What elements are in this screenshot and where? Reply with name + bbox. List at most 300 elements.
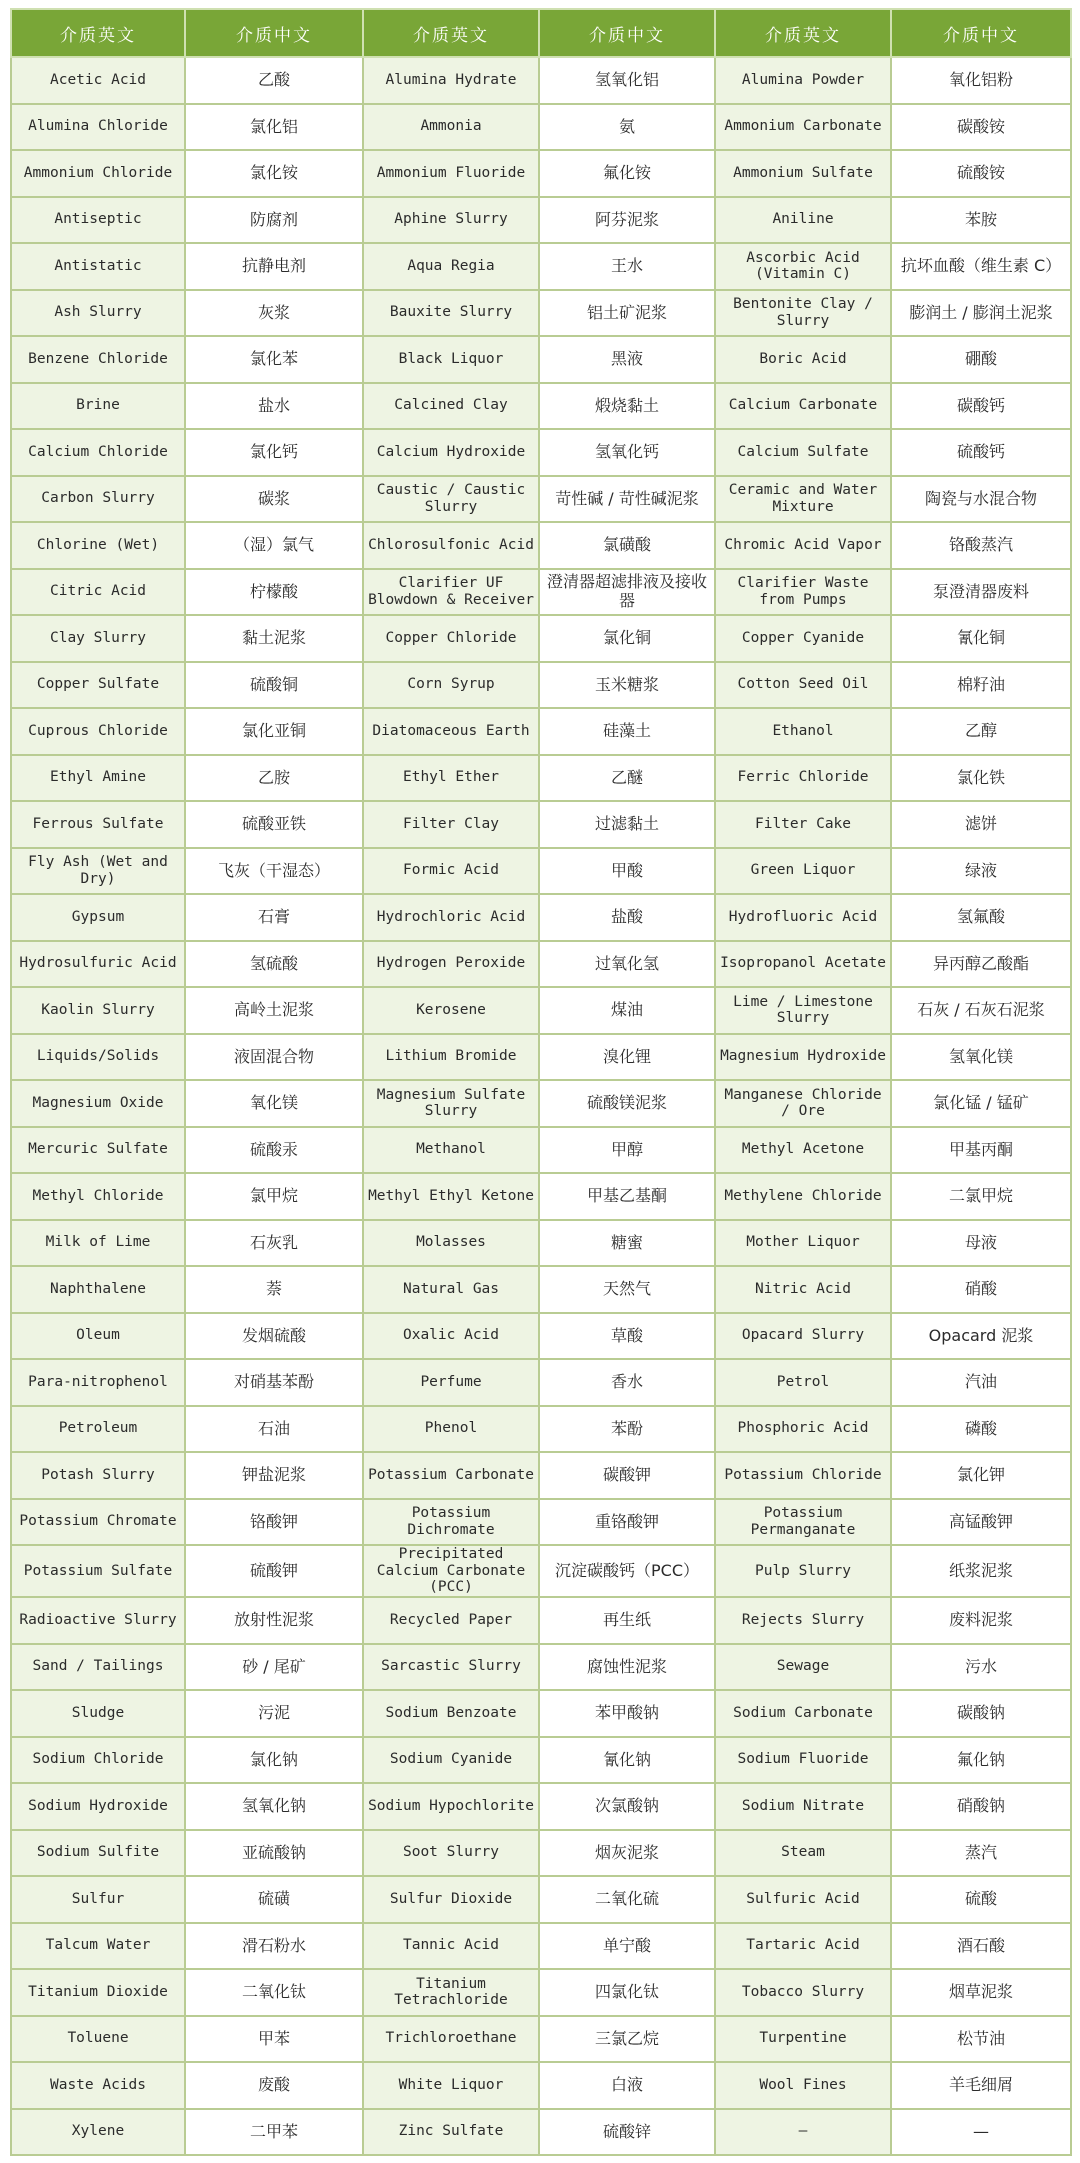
cell-english-name: Toluene (11, 2016, 185, 2063)
cell-english-name: Potash Slurry (11, 1452, 185, 1499)
cell-chinese-name: 王水 (539, 243, 715, 290)
header-row (11, 9, 1071, 57)
table-row (11, 243, 1071, 290)
cell-english-name: Copper Chloride (363, 615, 539, 662)
cell-chinese-name: 污水 (891, 1644, 1071, 1691)
cell-chinese-name: 放射性泥浆 (185, 1597, 363, 1644)
cell-english-name: Calcium Hydroxide (363, 429, 539, 476)
cell-chinese-name: 甲基丙酮 (891, 1127, 1071, 1174)
cell-english-name: Phosphoric Acid (715, 1406, 891, 1453)
cell-english-name: Wool Fines (715, 2062, 891, 2109)
cell-english-name: Antistatic (11, 243, 185, 290)
cell-chinese-name: 氧化铝粉 (891, 57, 1071, 104)
table-row (11, 1545, 1071, 1597)
cell-english-name: Chromic Acid Vapor (715, 522, 891, 569)
table-row (11, 1969, 1071, 2016)
cell-english-name: Phenol (363, 1406, 539, 1453)
cell-english-name: Sodium Benzoate (363, 1690, 539, 1737)
cell-chinese-name: 氢氧化钠 (185, 1783, 363, 1830)
cell-english-name: Potassium Dichromate (363, 1499, 539, 1546)
cell-english-name: Clay Slurry (11, 615, 185, 662)
table-row (11, 476, 1071, 523)
cell-english-name: Copper Sulfate (11, 662, 185, 709)
cell-english-name: Recycled Paper (363, 1597, 539, 1644)
table-row (11, 336, 1071, 383)
cell-english-name: Hydrosulfuric Acid (11, 941, 185, 988)
cell-english-name: Sulfur (11, 1876, 185, 1923)
cell-chinese-name: 硼酸 (891, 336, 1071, 383)
table-row (11, 615, 1071, 662)
cell-english-name: Molasses (363, 1220, 539, 1267)
cell-english-name: Ferric Chloride (715, 755, 891, 802)
cell-chinese-name: 苯酚 (539, 1406, 715, 1453)
cell-chinese-name: 次氯酸钠 (539, 1783, 715, 1830)
cell-english-name: Potassium Sulfate (11, 1545, 185, 1597)
cell-english-name: Kerosene (363, 987, 539, 1034)
cell-english-name: Sodium Sulfite (11, 1830, 185, 1877)
cell-chinese-name: 氯化亚铜 (185, 708, 363, 755)
table-row (11, 1173, 1071, 1220)
cell-chinese-name: 松节油 (891, 2016, 1071, 2063)
table-row (11, 2109, 1071, 2156)
cell-english-name: Methyl Ethyl Ketone (363, 1173, 539, 1220)
table-row (11, 662, 1071, 709)
cell-english-name: Bentonite Clay / Slurry (715, 290, 891, 337)
cell-english-name: Hydrochloric Acid (363, 894, 539, 941)
cell-english-name: Citric Acid (11, 569, 185, 616)
cell-english-name: Alumina Chloride (11, 104, 185, 151)
cell-chinese-name: 氯甲烷 (185, 1173, 363, 1220)
cell-english-name: Aqua Regia (363, 243, 539, 290)
cell-english-name: Black Liquor (363, 336, 539, 383)
cell-chinese-name: 盐水 (185, 383, 363, 430)
cell-chinese-name: 乙酸 (185, 57, 363, 104)
table-row (11, 1266, 1071, 1313)
cell-chinese-name: 石灰乳 (185, 1220, 363, 1267)
cell-chinese-name: 氯化铁 (891, 755, 1071, 802)
cell-chinese-name: 硫酸钙 (891, 429, 1071, 476)
cell-english-name: — (715, 2109, 891, 2156)
cell-english-name: Rejects Slurry (715, 1597, 891, 1644)
table-row (11, 1876, 1071, 1923)
cell-english-name: Ethyl Ether (363, 755, 539, 802)
cell-english-name: Tartaric Acid (715, 1923, 891, 1970)
cell-chinese-name: 废酸 (185, 2062, 363, 2109)
table-body (11, 57, 1071, 2155)
cell-chinese-name: 乙醇 (891, 708, 1071, 755)
cell-english-name: Para-nitrophenol (11, 1359, 185, 1406)
cell-english-name: Ceramic and Water Mixture (715, 476, 891, 523)
cell-chinese-name: 氯化钙 (185, 429, 363, 476)
cell-chinese-name: 白液 (539, 2062, 715, 2109)
cell-chinese-name: 母液 (891, 1220, 1071, 1267)
cell-english-name: Chlorine (Wet) (11, 522, 185, 569)
cell-english-name: Radioactive Slurry (11, 1597, 185, 1644)
cell-english-name: Carbon Slurry (11, 476, 185, 523)
table-row (11, 1830, 1071, 1877)
cell-english-name: Aphine Slurry (363, 197, 539, 244)
table-row (11, 569, 1071, 616)
cell-chinese-name: 氰化钠 (539, 1737, 715, 1784)
cell-english-name: Methyl Chloride (11, 1173, 185, 1220)
cell-chinese-name: 重铬酸钾 (539, 1499, 715, 1546)
cell-chinese-name: 膨润土 / 膨润土泥浆 (891, 290, 1071, 337)
table-row (11, 197, 1071, 244)
cell-chinese-name: 氧化镁 (185, 1080, 363, 1127)
table-row (11, 894, 1071, 941)
cell-english-name: White Liquor (363, 2062, 539, 2109)
cell-chinese-name: 亚硫酸钠 (185, 1830, 363, 1877)
cell-english-name: Titanium Dioxide (11, 1969, 185, 2016)
cell-chinese-name: 天然气 (539, 1266, 715, 1313)
cell-chinese-name: 黏土泥浆 (185, 615, 363, 662)
cell-english-name: Ash Slurry (11, 290, 185, 337)
cell-english-name: Calcium Carbonate (715, 383, 891, 430)
table-row (11, 987, 1071, 1034)
cell-english-name: Titanium Tetrachloride (363, 1969, 539, 2016)
cell-english-name: Sodium Hypochlorite (363, 1783, 539, 1830)
cell-chinese-name: 硫酸锌 (539, 2109, 715, 2156)
cell-chinese-name: 滤饼 (891, 801, 1071, 848)
table-row (11, 1690, 1071, 1737)
cell-english-name: Sludge (11, 1690, 185, 1737)
cell-chinese-name: 碳酸铵 (891, 104, 1071, 151)
cell-english-name: Petroleum (11, 1406, 185, 1453)
cell-english-name: Tannic Acid (363, 1923, 539, 1970)
header-chinese-1: 介质中文 (185, 9, 363, 57)
table-row (11, 1783, 1071, 1830)
cell-chinese-name: 酒石酸 (891, 1923, 1071, 1970)
cell-english-name: Diatomaceous Earth (363, 708, 539, 755)
cell-english-name: Precipitated Calcium Carbonate (PCC) (363, 1545, 539, 1597)
header-english-2: 介质英文 (363, 9, 539, 57)
cell-chinese-name: 碳酸钾 (539, 1452, 715, 1499)
cell-english-name: Magnesium Hydroxide (715, 1034, 891, 1081)
table-row (11, 1597, 1071, 1644)
cell-chinese-name: 煤油 (539, 987, 715, 1034)
table-row (11, 1127, 1071, 1174)
cell-chinese-name: 苯胺 (891, 197, 1071, 244)
cell-english-name: Methylene Chloride (715, 1173, 891, 1220)
header-english-3: 介质英文 (715, 9, 891, 57)
table-row (11, 708, 1071, 755)
table-row (11, 429, 1071, 476)
cell-english-name: Sewage (715, 1644, 891, 1691)
table-row (11, 1737, 1071, 1784)
table-row (11, 1034, 1071, 1081)
cell-english-name: Brine (11, 383, 185, 430)
cell-english-name: Corn Syrup (363, 662, 539, 709)
cell-english-name: Potassium Chromate (11, 1499, 185, 1546)
cell-chinese-name: 沉淀碳酸钙（PCC） (539, 1545, 715, 1597)
cell-chinese-name: 汽油 (891, 1359, 1071, 1406)
cell-chinese-name: 甲酸 (539, 848, 715, 895)
cell-english-name: Fly Ash (Wet and Dry) (11, 848, 185, 895)
cell-english-name: Manganese Chloride / Ore (715, 1080, 891, 1127)
cell-chinese-name: 废料泥浆 (891, 1597, 1071, 1644)
cell-chinese-name: 液固混合物 (185, 1034, 363, 1081)
cell-chinese-name: 过滤黏土 (539, 801, 715, 848)
cell-english-name: Filter Clay (363, 801, 539, 848)
cell-english-name: Pulp Slurry (715, 1545, 891, 1597)
cell-chinese-name: 灰浆 (185, 290, 363, 337)
cell-chinese-name: 高岭土泥浆 (185, 987, 363, 1034)
cell-chinese-name: 氟化钠 (891, 1737, 1071, 1784)
cell-english-name: Sodium Chloride (11, 1737, 185, 1784)
cell-chinese-name: 污泥 (185, 1690, 363, 1737)
cell-english-name: Perfume (363, 1359, 539, 1406)
cell-chinese-name: 乙胺 (185, 755, 363, 802)
cell-english-name: Opacard Slurry (715, 1313, 891, 1360)
cell-english-name: Alumina Hydrate (363, 57, 539, 104)
cell-chinese-name: 硫酸亚铁 (185, 801, 363, 848)
table-row (11, 1359, 1071, 1406)
cell-chinese-name: 甲苯 (185, 2016, 363, 2063)
cell-chinese-name: 烟灰泥浆 (539, 1830, 715, 1877)
table-row (11, 1499, 1071, 1546)
cell-chinese-name: 二氧化钛 (185, 1969, 363, 2016)
cell-chinese-name: 盐酸 (539, 894, 715, 941)
table-row (11, 1080, 1071, 1127)
cell-english-name: Talcum Water (11, 1923, 185, 1970)
cell-english-name: Ammonium Carbonate (715, 104, 891, 151)
cell-chinese-name: 氰化铜 (891, 615, 1071, 662)
cell-chinese-name: 石膏 (185, 894, 363, 941)
cell-chinese-name: 四氯化钛 (539, 1969, 715, 2016)
cell-chinese-name: 氟化铵 (539, 150, 715, 197)
cell-english-name: Calcium Sulfate (715, 429, 891, 476)
header-chinese-3: 介质中文 (891, 9, 1071, 57)
cell-english-name: Sulfuric Acid (715, 1876, 891, 1923)
cell-chinese-name: 泵澄清器废料 (891, 569, 1071, 616)
cell-english-name: Ascorbic Acid (Vitamin C) (715, 243, 891, 290)
cell-chinese-name: 玉米糖浆 (539, 662, 715, 709)
cell-english-name: Sarcastic Slurry (363, 1644, 539, 1691)
cell-english-name: Lime / Limestone Slurry (715, 987, 891, 1034)
cell-english-name: Ethanol (715, 708, 891, 755)
cell-chinese-name: 铝土矿泥浆 (539, 290, 715, 337)
cell-english-name: Methanol (363, 1127, 539, 1174)
cell-chinese-name: 对硝基苯酚 (185, 1359, 363, 1406)
cell-chinese-name: 硝酸 (891, 1266, 1071, 1313)
cell-english-name: Benzene Chloride (11, 336, 185, 383)
cell-english-name: Cotton Seed Oil (715, 662, 891, 709)
cell-chinese-name: 碳浆 (185, 476, 363, 523)
cell-english-name: Mercuric Sulfate (11, 1127, 185, 1174)
cell-chinese-name: 磷酸 (891, 1406, 1071, 1453)
cell-english-name: Isopropanol Acetate (715, 941, 891, 988)
cell-english-name: Clarifier Waste from Pumps (715, 569, 891, 616)
cell-english-name: Sodium Hydroxide (11, 1783, 185, 1830)
cell-chinese-name: 硝酸钠 (891, 1783, 1071, 1830)
cell-english-name: Soot Slurry (363, 1830, 539, 1877)
cell-english-name: Milk of Lime (11, 1220, 185, 1267)
cell-english-name: Liquids/Solids (11, 1034, 185, 1081)
cell-english-name: Ammonia (363, 104, 539, 151)
table-row (11, 1220, 1071, 1267)
cell-english-name: Alumina Powder (715, 57, 891, 104)
cell-english-name: Clarifier UF Blowdown & Receiver (363, 569, 539, 616)
cell-chinese-name: 蒸汽 (891, 1830, 1071, 1877)
cell-english-name: Sodium Nitrate (715, 1783, 891, 1830)
header-chinese-2: 介质中文 (539, 9, 715, 57)
cell-chinese-name: 钾盐泥浆 (185, 1452, 363, 1499)
cell-chinese-name: 碳酸钙 (891, 383, 1071, 430)
cell-chinese-name: 发烟硫酸 (185, 1313, 363, 1360)
cell-chinese-name: 氯化铝 (185, 104, 363, 151)
media-table (10, 8, 1072, 2156)
cell-chinese-name: 陶瓷与水混合物 (891, 476, 1071, 523)
cell-chinese-name: 石油 (185, 1406, 363, 1453)
cell-chinese-name: 碳酸钠 (891, 1690, 1071, 1737)
table-row (11, 2062, 1071, 2109)
table-row (11, 848, 1071, 895)
cell-chinese-name: 澄清器超滤排液及接收器 (539, 569, 715, 616)
cell-english-name: Oleum (11, 1313, 185, 1360)
table-row (11, 522, 1071, 569)
cell-chinese-name: 棉籽油 (891, 662, 1071, 709)
cell-chinese-name: 滑石粉水 (185, 1923, 363, 1970)
cell-chinese-name: 硫酸汞 (185, 1127, 363, 1174)
cell-chinese-name: 羊毛细屑 (891, 2062, 1071, 2109)
cell-chinese-name: 氢氧化铝 (539, 57, 715, 104)
cell-chinese-name: 氯磺酸 (539, 522, 715, 569)
cell-english-name: Copper Cyanide (715, 615, 891, 662)
cell-english-name: Chlorosulfonic Acid (363, 522, 539, 569)
cell-english-name: Sodium Carbonate (715, 1690, 891, 1737)
cell-english-name: Ammonium Chloride (11, 150, 185, 197)
cell-chinese-name: 飞灰（干湿态） (185, 848, 363, 895)
cell-english-name: Methyl Acetone (715, 1127, 891, 1174)
cell-chinese-name: 苛性碱 / 苛性碱泥浆 (539, 476, 715, 523)
cell-chinese-name: 硫酸镁泥浆 (539, 1080, 715, 1127)
cell-chinese-name: 乙醚 (539, 755, 715, 802)
cell-english-name: Oxalic Acid (363, 1313, 539, 1360)
cell-chinese-name: 烟草泥浆 (891, 1969, 1071, 2016)
table-row (11, 755, 1071, 802)
cell-english-name: Green Liquor (715, 848, 891, 895)
cell-english-name: Antiseptic (11, 197, 185, 244)
cell-chinese-name: 氢硫酸 (185, 941, 363, 988)
cell-chinese-name: 氯化钠 (185, 1737, 363, 1784)
cell-chinese-name: 二氯甲烷 (891, 1173, 1071, 1220)
cell-chinese-name: 硅藻土 (539, 708, 715, 755)
table-row (11, 2016, 1071, 2063)
cell-chinese-name: 二氧化硫 (539, 1876, 715, 1923)
cell-english-name: Turpentine (715, 2016, 891, 2063)
cell-chinese-name: 硫酸 (891, 1876, 1071, 1923)
cell-english-name: Trichloroethane (363, 2016, 539, 2063)
cell-chinese-name: 纸浆泥浆 (891, 1545, 1071, 1597)
cell-english-name: Ammonium Fluoride (363, 150, 539, 197)
cell-chinese-name: 异丙醇乙酸酯 (891, 941, 1071, 988)
cell-english-name: Formic Acid (363, 848, 539, 895)
cell-english-name: Bauxite Slurry (363, 290, 539, 337)
cell-chinese-name: 三氯乙烷 (539, 2016, 715, 2063)
table-row (11, 104, 1071, 151)
cell-chinese-name: 过氧化氢 (539, 941, 715, 988)
cell-chinese-name: 甲基乙基酮 (539, 1173, 715, 1220)
cell-chinese-name: 氯化锰 / 锰矿 (891, 1080, 1071, 1127)
cell-english-name: Potassium Chloride (715, 1452, 891, 1499)
cell-chinese-name: 铬酸钾 (185, 1499, 363, 1546)
cell-chinese-name: 抗静电剂 (185, 243, 363, 290)
table-row (11, 1452, 1071, 1499)
cell-chinese-name: 腐蚀性泥浆 (539, 1644, 715, 1691)
cell-chinese-name: 草酸 (539, 1313, 715, 1360)
table-row (11, 57, 1071, 104)
cell-chinese-name: 煅烧黏土 (539, 383, 715, 430)
cell-chinese-name: 苯甲酸钠 (539, 1690, 715, 1737)
cell-english-name: Hydrofluoric Acid (715, 894, 891, 941)
cell-chinese-name: 黑液 (539, 336, 715, 383)
cell-english-name: Nitric Acid (715, 1266, 891, 1313)
cell-english-name: Gypsum (11, 894, 185, 941)
cell-english-name: Petrol (715, 1359, 891, 1406)
cell-chinese-name: — (891, 2109, 1071, 2156)
cell-english-name: Sand / Tailings (11, 1644, 185, 1691)
cell-english-name: Acetic Acid (11, 57, 185, 104)
header-english-1: 介质英文 (11, 9, 185, 57)
cell-english-name: Boric Acid (715, 336, 891, 383)
cell-chinese-name: Opacard 泥浆 (891, 1313, 1071, 1360)
cell-english-name: Cuprous Chloride (11, 708, 185, 755)
cell-english-name: Natural Gas (363, 1266, 539, 1313)
cell-english-name: Aniline (715, 197, 891, 244)
cell-chinese-name: 萘 (185, 1266, 363, 1313)
cell-english-name: Zinc Sulfate (363, 2109, 539, 2156)
cell-english-name: Calcined Clay (363, 383, 539, 430)
cell-chinese-name: 石灰 / 石灰石泥浆 (891, 987, 1071, 1034)
cell-chinese-name: 砂 / 尾矿 (185, 1644, 363, 1691)
cell-chinese-name: 铬酸蒸汽 (891, 522, 1071, 569)
cell-english-name: Potassium Permanganate (715, 1499, 891, 1546)
table-row (11, 150, 1071, 197)
cell-chinese-name: 硫酸钾 (185, 1545, 363, 1597)
cell-english-name: Hydrogen Peroxide (363, 941, 539, 988)
table-row (11, 1313, 1071, 1360)
cell-chinese-name: 氨 (539, 104, 715, 151)
cell-english-name: Sulfur Dioxide (363, 1876, 539, 1923)
cell-chinese-name: 糖蜜 (539, 1220, 715, 1267)
cell-chinese-name: 甲醇 (539, 1127, 715, 1174)
cell-chinese-name: 硫磺 (185, 1876, 363, 1923)
table-row (11, 801, 1071, 848)
cell-english-name: Magnesium Sulfate Slurry (363, 1080, 539, 1127)
cell-english-name: Kaolin Slurry (11, 987, 185, 1034)
cell-english-name: Xylene (11, 2109, 185, 2156)
cell-chinese-name: 氯化铵 (185, 150, 363, 197)
cell-english-name: Mother Liquor (715, 1220, 891, 1267)
cell-english-name: Steam (715, 1830, 891, 1877)
table-row (11, 383, 1071, 430)
cell-english-name: Waste Acids (11, 2062, 185, 2109)
cell-chinese-name: 绿液 (891, 848, 1071, 895)
cell-chinese-name: 氯化苯 (185, 336, 363, 383)
cell-english-name: Magnesium Oxide (11, 1080, 185, 1127)
cell-english-name: Sodium Cyanide (363, 1737, 539, 1784)
cell-english-name: Ethyl Amine (11, 755, 185, 802)
cell-chinese-name: 抗坏血酸（维生素 C） (891, 243, 1071, 290)
cell-english-name: Tobacco Slurry (715, 1969, 891, 2016)
cell-chinese-name: 二甲苯 (185, 2109, 363, 2156)
table-row (11, 941, 1071, 988)
cell-chinese-name: 硫酸铵 (891, 150, 1071, 197)
cell-chinese-name: 氢氟酸 (891, 894, 1071, 941)
cell-chinese-name: 单宁酸 (539, 1923, 715, 1970)
cell-chinese-name: 香水 (539, 1359, 715, 1406)
cell-english-name: Potassium Carbonate (363, 1452, 539, 1499)
